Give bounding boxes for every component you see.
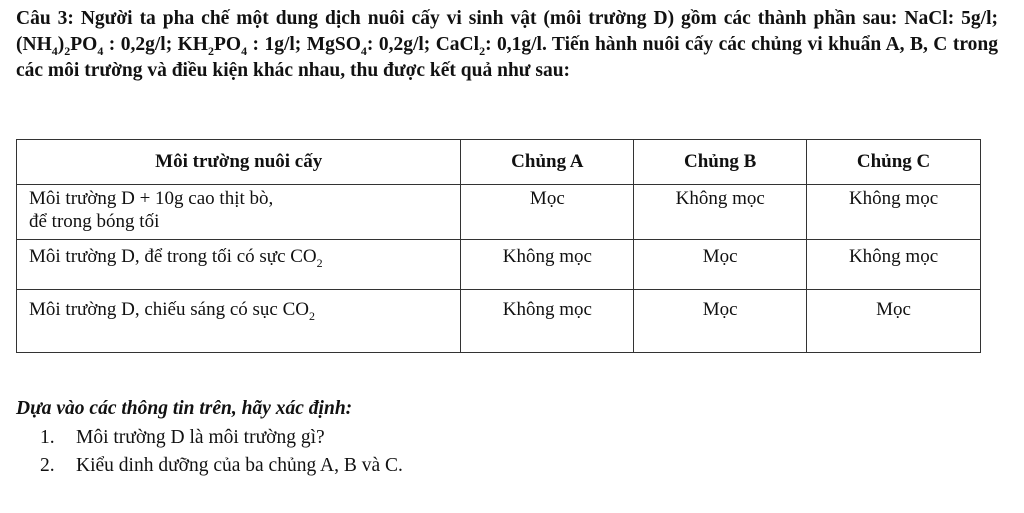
question-text: PO xyxy=(213,34,242,55)
question-text: : 0,2g/l; CaCl xyxy=(366,34,480,55)
header-strain-b: Chủng B xyxy=(634,140,807,185)
strain-a-cell: Mọc xyxy=(461,185,634,240)
table-row xyxy=(17,290,981,353)
question-paragraph xyxy=(16,6,998,84)
strain-b-cell: Mọc xyxy=(634,290,807,353)
environment-cell xyxy=(17,290,461,353)
question-text: : 0,1g/l. Tiến hành nuôi cấy các chủng vi khuẩn A, B, C trong các môi trường và điều kiện khác nhau, thu được kết quả như sau: xyxy=(16,34,998,81)
environment-text: Môi trường D, để trong tối có sực CO xyxy=(29,246,317,267)
strain-a-cell: Không mọc xyxy=(461,290,634,353)
environment-cell xyxy=(17,240,461,290)
environment-line: Môi trường D + 10g cao thịt bò, xyxy=(29,188,274,209)
question-text: : 1g/l; MgSO xyxy=(247,34,361,55)
environment-text: Môi trường D, chiếu sáng có sục CO xyxy=(29,299,309,320)
question-text: ) xyxy=(57,34,65,55)
strain-c-cell: Không mọc xyxy=(807,240,981,290)
table-row xyxy=(17,185,981,240)
subscript: 2 xyxy=(308,308,315,323)
task-list xyxy=(40,424,403,480)
strain-a-cell: Không mọc xyxy=(461,240,634,290)
table-header-row xyxy=(17,140,981,185)
subscript: 2 xyxy=(207,43,214,58)
environment-cell xyxy=(17,185,461,240)
results-table xyxy=(16,139,981,353)
header-environment: Môi trường nuôi cấy xyxy=(17,140,461,185)
task-text: Môi trường D là môi trường gì? xyxy=(76,427,325,448)
question-label: Câu 3: xyxy=(16,8,74,29)
subscript: 4 xyxy=(97,43,104,58)
list-item xyxy=(40,452,403,480)
strain-c-cell: Mọc xyxy=(807,290,981,353)
task-number: 2. xyxy=(40,455,55,476)
subscript: 4 xyxy=(241,43,248,58)
subscript: 4 xyxy=(51,43,58,58)
question-text: PO xyxy=(70,34,98,55)
strain-b-cell: Mọc xyxy=(634,240,807,290)
strain-c-cell: Không mọc xyxy=(807,185,981,240)
list-item xyxy=(40,424,403,452)
strain-b-cell: Không mọc xyxy=(634,185,807,240)
subscript: 4 xyxy=(360,43,367,58)
header-strain-c: Chủng C xyxy=(807,140,981,185)
question-text: : 0,2g/l; KH xyxy=(103,34,208,55)
subscript: 2 xyxy=(64,43,71,58)
environment-line: để trong bóng tối xyxy=(29,211,160,232)
task-prompt: Dựa vào các thông tin trên, hãy xác định: xyxy=(16,398,353,419)
subscript: 2 xyxy=(479,43,486,58)
question-text: Người ta pha chế một dung dịch nuôi cấy vi sinh vật (môi trường D) gồm các thành phần sau: NaCl: 5g/l; (NH xyxy=(16,8,999,55)
table-row xyxy=(17,240,981,290)
task-number: 1. xyxy=(40,427,55,448)
task-text: Kiểu dinh dưỡng của ba chủng A, B và C. xyxy=(76,455,403,476)
header-strain-a: Chủng A xyxy=(461,140,634,185)
subscript: 2 xyxy=(316,255,323,270)
